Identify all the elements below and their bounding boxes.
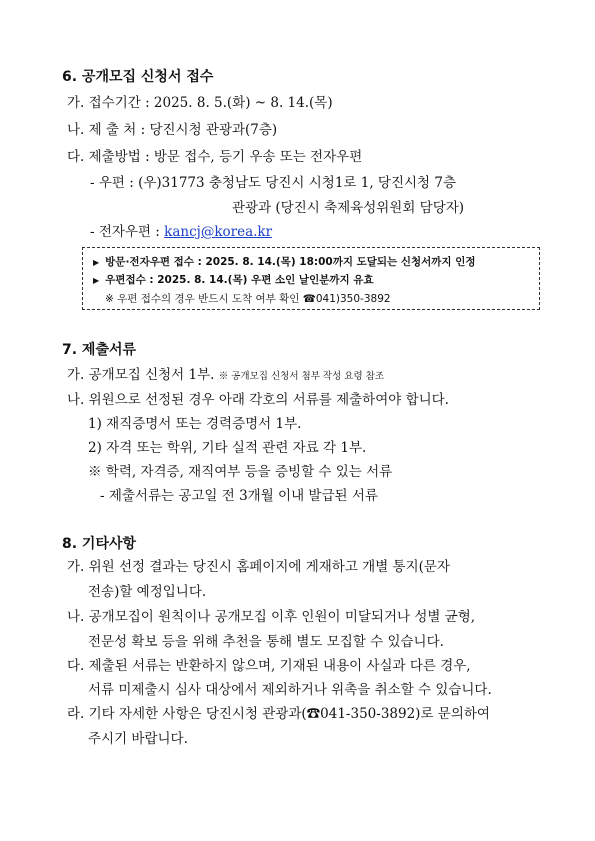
section-8-title: 8. 기타사항	[62, 536, 137, 552]
postal-address-line1: - 우편 : (우)31773 충청남도 당진시 시청1로 1, 당진시청 7층	[90, 175, 457, 191]
notice-line2	[93, 272, 374, 287]
triangle-icon: ▶	[93, 258, 100, 267]
application-form-item	[67, 369, 384, 383]
application-form-note: ※ 공개모집 신청서 첨부 작성 요령 참조	[218, 371, 384, 382]
required-doc-1: 1) 재직증명서 또는 경력증명서 1부.	[88, 416, 302, 432]
email-line	[90, 226, 272, 240]
other-item-d-line2: 주시기 바랍니다.	[88, 731, 188, 747]
required-doc-validity: - 제출서류는 공고일 전 3개월 이내 발급된 서류	[100, 488, 378, 504]
email-link[interactable]: kancj@korea.kr	[164, 224, 273, 240]
email-label: - 전자우편 :	[90, 224, 165, 240]
postal-address-line2: 관광과 (당진시 축제육성위원회 담당자)	[232, 200, 465, 216]
required-doc-2: 2) 자격 또는 학위, 기타 실적 관련 자료 각 1부.	[88, 440, 367, 456]
notice-line3: ※ 우편 접수의 경우 반드시 도착 여부 확인 ☎041)350-3892	[105, 293, 391, 305]
triangle-icon: ▶	[93, 276, 100, 285]
other-item-b-line2: 전문성 확보 등을 위해 추천을 통해 별도 모집할 수 있습니다.	[88, 634, 444, 650]
submission-place: 나. 제 출 처 : 당진시청 관광과(7층)	[67, 122, 278, 138]
submission-period: 가. 접수기간 : 2025. 8. 5.(화) ~ 8. 14.(목)	[67, 95, 333, 111]
other-item-c-line2: 서류 미제출시 심사 대상에서 제외하거나 위촉을 취소할 수 있습니다.	[88, 682, 492, 698]
notice-line2-text: 우편접수 : 2025. 8. 14.(목) 우편 소인 날인분까지 유효	[105, 274, 374, 286]
notice-line1-text: 방문·전자우편 접수 : 2025. 8. 14.(목) 18:00까지 도달되는 신청서까지 인정	[105, 256, 476, 268]
required-doc-note: ※ 학력, 자격증, 재직여부 등을 증빙할 수 있는 서류	[88, 464, 393, 480]
other-item-c-line1: 다. 제출된 서류는 반환하지 않으며, 기재된 내용이 사실과 다른 경우,	[67, 658, 471, 674]
notice-box	[82, 247, 540, 310]
other-item-d-line1: 라. 기타 자세한 사항은 당진시청 관광과(☎041-350-3892)로 문의하여	[67, 706, 490, 722]
section-7-title: 7. 제출서류	[62, 342, 137, 358]
required-docs-intro: 나. 위원으로 선정된 경우 아래 각호의 서류를 제출하여야 합니다.	[67, 392, 449, 408]
section-6-title: 6. 공개모집 신청서 접수	[62, 69, 214, 85]
notice-line1	[93, 254, 476, 269]
other-item-a-line2: 전송)할 예정입니다.	[88, 584, 207, 600]
other-item-a-line1: 가. 위원 선정 결과는 당진시 홈페이지에 게재하고 개별 통지(문자	[67, 559, 450, 575]
other-item-b-line1: 나. 공개모집이 원칙이나 공개모집 이후 인원이 미달되거나 성별 균형,	[67, 609, 476, 625]
submission-method: 다. 제출방법 : 방문 접수, 등기 우송 또는 전자우편	[67, 149, 363, 165]
application-form-text: 가. 공개모집 신청서 1부.	[67, 367, 215, 383]
